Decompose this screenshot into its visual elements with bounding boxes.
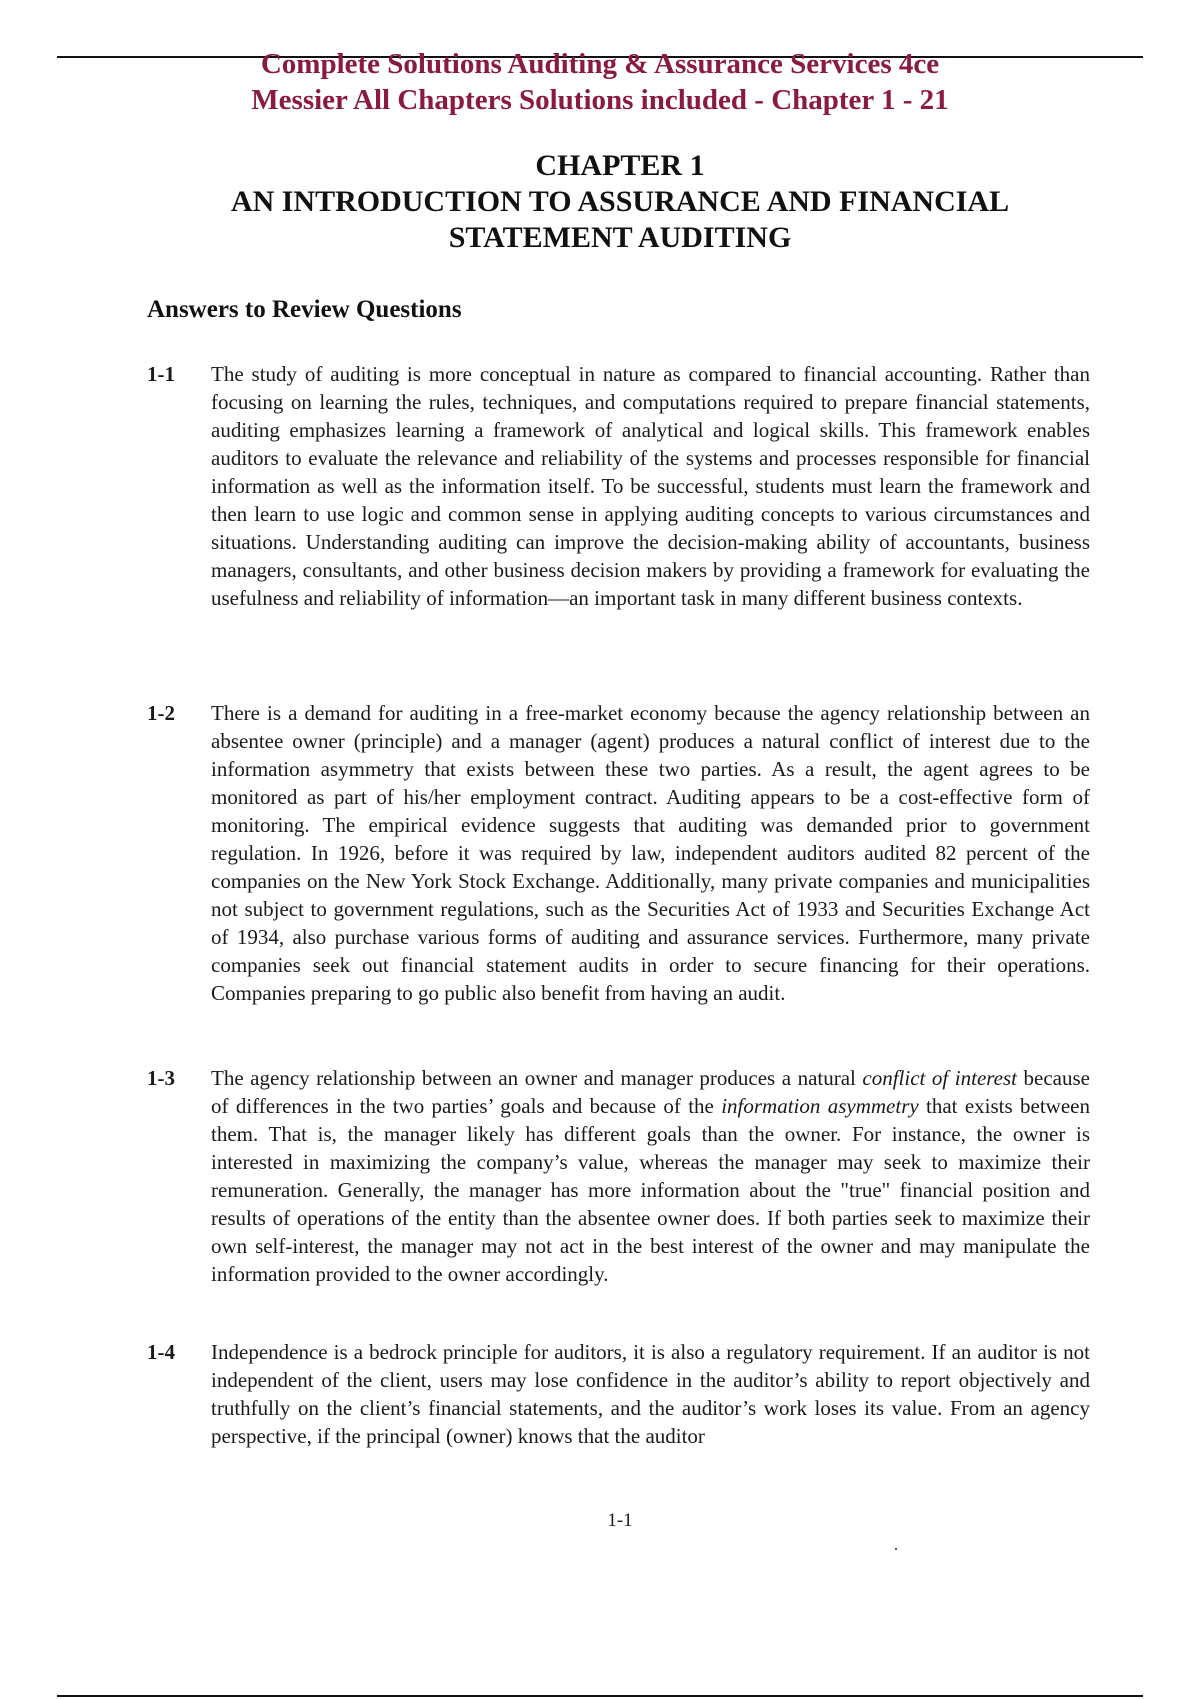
header-line-2: Messier All Chapters Solutions included - Chapter 1 - 21	[251, 84, 949, 116]
chapter-title-line-2: STATEMENT AUDITING	[448, 221, 792, 254]
bottom-rule	[57, 1695, 1143, 1697]
italic-term: conflict of interest	[862, 1066, 1017, 1090]
section-title: Answers to Review Questions	[147, 296, 462, 323]
chapter-heading	[0, 148, 1200, 256]
italic-term: information asymmetry	[721, 1094, 919, 1118]
answer-text: Independence is a bedrock principle for auditors, it is also a regulatory requirement. If an auditor is not independent of the client, users may lose confidence in the auditor’s ability to report objectively and truthfully on the client’s financial statements, and the auditor’s work loses its value. From an agency perspective, if the principal (owner) knows that the auditor	[211, 1340, 1090, 1448]
answer-1-2	[147, 699, 1090, 1007]
answer-1-3	[147, 1064, 1090, 1288]
chapter-number: CHAPTER 1	[535, 149, 705, 182]
answer-1-4	[147, 1338, 1090, 1450]
page-number: 1-1	[607, 1510, 633, 1531]
stray-mark	[895, 1548, 897, 1550]
answer-number: 1-4	[147, 1340, 175, 1364]
text-run: because of differences in the two parties’ goals and because of the	[211, 1066, 1090, 1118]
chapter-title-line-1: AN INTRODUCTION TO ASSURANCE AND FINANCIAL	[230, 185, 1010, 218]
answer-number: 1-3	[147, 1066, 175, 1090]
answer-text	[211, 1064, 1090, 1288]
answer-text: There is a demand for auditing in a free-market economy because the agency relationship between an absentee owner (principle) and a manager (agent) produces a natural conflict of interest due to the information asymmetry that exists between these two parties. As a result, the agent agrees to be monitored as part of his/her employment contract. Auditing appears to be a cost-effective form of monitoring. The empirical evidence suggests that auditing was demanded prior to government regulation. In 1926, before it was required by law, independent auditors audited 82 percent of the companies on the New York Stock Exchange. Additionally, many private companies and municipalities not subject to government regulations, such as the Securities Act of 1933 and Securities Exchange Act of 1934, also purchase various forms of auditing and assurance services. Furthermore, many private companies seek out financial statement audits in order to secure financing for their operations. Companies preparing to go public also benefit from having an audit.	[211, 701, 1090, 1005]
header-line-1: Complete Solutions Auditing & Assurance Services 4ce	[260, 48, 940, 80]
document-header	[0, 46, 1200, 118]
text-run: that exists between them. That is, the manager likely has different goals than the owner. For instance, the owner is interested in maximizing the company’s value, whereas the manager may seek to maximize their remuneration. Generally, the manager has more information about the "true" financial position and results of operations of the entity than the absentee owner does. If both parties seek to maximize their own self-interest, the manager may not act in the best interest of the owner and may manipulate the information provided to the owner accordingly.	[211, 1094, 1090, 1286]
answer-1-1	[147, 360, 1090, 612]
answer-number: 1-1	[147, 362, 175, 386]
text-run: The agency relationship between an owner and manager produces a natural	[211, 1066, 863, 1090]
answer-text: The study of auditing is more conceptual in nature as compared to financial accounting. Rather than focusing on learning the rules, techniques, and computations required to prepare financial statements, auditing emphasizes learning a framework of analytical and logical skills. This framework enables auditors to evaluate the relevance and reliability of the systems and processes responsible for financial information as well as the information itself. To be successful, students must learn the framework and then learn to use logic and common sense in applying auditing concepts to various circumstances and situations. Understanding auditing can improve the decision-making ability of accountants, business managers, consultants, and other business decision makers by providing a framework for evaluating the usefulness and reliability of information—an important task in many different business contexts.	[211, 362, 1090, 610]
answer-number: 1-2	[147, 701, 175, 725]
